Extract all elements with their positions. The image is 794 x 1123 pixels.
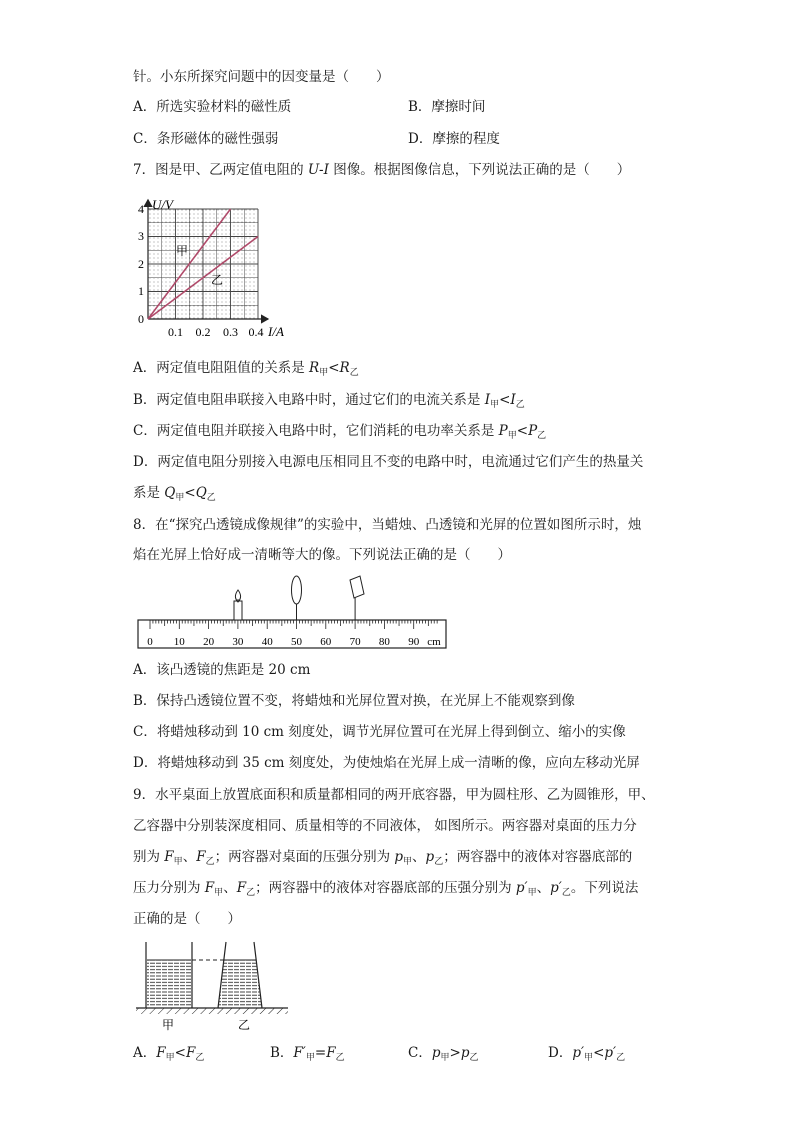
subscript: 乙 — [434, 857, 444, 867]
separator: 、 — [223, 880, 237, 896]
q9-stem-line-2: 乙容器中分别装深度相同、质量相等的不同液体， 如图所示。两容器对桌面的压力分 — [133, 818, 637, 834]
option-text: 该凸透镜的焦距是 20 cm — [156, 662, 311, 678]
q9-option-b[interactable] — [270, 1044, 345, 1067]
option-key: A． — [133, 662, 157, 678]
subscript: 甲 — [584, 1053, 594, 1063]
q9-option-d[interactable] — [548, 1044, 625, 1067]
y-axis-label — [152, 197, 175, 212]
y-tick-label: 4 — [138, 202, 144, 216]
candle-icon — [234, 590, 242, 620]
symbol: Q — [195, 485, 207, 501]
stem-text: 。下列说法 — [570, 880, 639, 896]
symbol: p′ — [572, 1045, 585, 1061]
q9-stem-line-3 — [133, 848, 632, 871]
subscript: 甲 — [305, 1053, 315, 1063]
operator: < — [174, 1045, 186, 1061]
figure-label-yi: 乙 — [238, 1018, 251, 1032]
option-key: B． — [133, 693, 157, 709]
option-key: A． — [133, 1045, 157, 1061]
subscript: 甲 — [490, 400, 500, 410]
operator: < — [593, 1045, 605, 1061]
operator: < — [328, 360, 340, 376]
option-text: 将蜡烛移动到 35 cm 刻度处，为使烛焰在光屏上成一清晰的像，应向左移动光屏 — [157, 755, 640, 771]
subscript: 乙 — [246, 888, 256, 898]
q8-option-a[interactable] — [133, 661, 310, 679]
q7-stem — [133, 161, 630, 179]
subscript: 乙 — [515, 400, 525, 410]
subscript: 乙 — [616, 1053, 626, 1063]
ruler-label: 80 — [378, 636, 390, 648]
q6-stem: 针。小东所探究问题中的因变量是（ ） — [133, 69, 390, 85]
ruler-label: 50 — [291, 636, 302, 648]
stem-text: ；两容器对桌面的压强分别为 — [214, 849, 395, 865]
option-text: 条形磁体的磁性强弱 — [156, 131, 279, 147]
subscript: 甲 — [175, 493, 185, 503]
q8-option-d[interactable] — [133, 754, 640, 772]
subscript: 乙 — [469, 1053, 479, 1063]
symbol: p — [425, 849, 435, 865]
y-tick-label: 0 — [138, 312, 144, 326]
symbol: p′ — [550, 880, 562, 896]
option-text: 保持凸透镜位置不变，将蜡烛和光屏位置对换，在光屏上不能观察到像 — [156, 693, 575, 709]
ruler-label: 10 — [173, 636, 185, 648]
subscript: 乙 — [335, 1053, 345, 1063]
option-key: B． — [133, 392, 157, 408]
q9-stem-line-1: 9．水平桌面上放置底面积和质量都相同的两开底容器，甲为圆柱形、乙为圆锥形，甲、 — [133, 787, 655, 803]
q7-ui-graph — [128, 192, 308, 342]
x-tick-label: 0.4 — [248, 325, 264, 339]
q7-option-d[interactable] — [133, 453, 643, 471]
symbol: Q — [164, 485, 176, 501]
operator: < — [499, 392, 511, 408]
separator: 、 — [182, 849, 197, 865]
option-key: D． — [548, 1045, 573, 1061]
subscript: 乙 — [561, 888, 571, 898]
symbol: p′ — [604, 1045, 617, 1061]
option-text: 两定值电阻阻值的关系是 — [156, 360, 310, 376]
option-key: D． — [408, 131, 433, 147]
stem-text: ；两容器中的液体对容器底部的压强分别为 — [255, 880, 516, 896]
q7-option-b[interactable] — [133, 391, 525, 414]
operator: > — [449, 1045, 461, 1061]
option-key: B． — [270, 1045, 294, 1061]
option-key: C． — [133, 423, 157, 439]
y-axis-label-text: U/V — [152, 197, 173, 212]
x-axis-label: I/A — [268, 324, 284, 339]
subscript: 甲 — [527, 888, 537, 898]
subscript: 乙 — [537, 431, 547, 441]
subscript: 乙 — [195, 1053, 205, 1063]
y-tick-label: 1 — [138, 284, 144, 298]
subscript: 甲 — [440, 1053, 450, 1063]
subscript: 甲 — [173, 857, 183, 867]
q8-stem-line-2: 焰在光屏上恰好成一清晰等大的像。下列说法正确的是（ ） — [133, 547, 511, 563]
symbol: R — [339, 360, 350, 376]
symbol: p — [394, 849, 404, 865]
y-tick-label: 3 — [138, 229, 144, 243]
symbol: p — [460, 1045, 470, 1061]
symbol: F′ — [293, 1045, 306, 1061]
option-key: B． — [408, 99, 432, 115]
ruler-label: 40 — [261, 636, 273, 648]
stem-text: 图像。根据图像信息，下列说法正确的是（ ） — [328, 162, 631, 178]
container-yi — [218, 942, 262, 1008]
q7-option-d-cont — [133, 484, 216, 507]
option-key: D． — [133, 755, 158, 771]
q8-option-b[interactable] — [133, 692, 575, 710]
q7-option-c[interactable] — [133, 422, 546, 445]
ruler-unit: cm — [427, 636, 441, 648]
symbol: P — [528, 423, 538, 439]
ruler-label: 30 — [232, 636, 244, 648]
stem-variable: U-I — [307, 162, 329, 178]
separator: 、 — [412, 849, 426, 865]
operator: < — [516, 423, 529, 439]
x-tick-label: 0.3 — [223, 325, 238, 339]
series-label-jia: 甲 — [176, 244, 189, 258]
x-tick-label: 0.2 — [195, 325, 211, 339]
subscript: 乙 — [206, 493, 216, 503]
q8-stem-line-1: 8．在“探究凸透镜成像规律”的实验中，当蜡烛、凸透镜和光屏的位置如图所示时，烛 — [133, 517, 642, 533]
symbol: I — [510, 392, 516, 408]
q8-optical-bench — [134, 574, 454, 654]
option-key: C． — [133, 724, 157, 740]
q6-option-c[interactable] — [133, 130, 278, 148]
option-text: 两定值电阻分别接入电源电压相同且不变的电路中时，电流通过它们产生的热量关 — [157, 454, 644, 470]
subscript: 甲 — [403, 857, 413, 867]
stem-text: 别为 — [133, 849, 165, 865]
option-text: 所选实验材料的磁性质 — [156, 99, 292, 115]
option-key: C． — [133, 131, 157, 147]
symbol: F — [185, 1045, 196, 1061]
q9-stem-line-5: 正确的是（ ） — [133, 911, 241, 927]
convex-lens-icon — [292, 576, 302, 620]
stem-text: ；两容器中的液体对容器底部的 — [443, 849, 633, 865]
option-text: 摩擦的程度 — [432, 131, 500, 147]
container-jia — [146, 942, 192, 1008]
operator: < — [184, 485, 196, 501]
subscript: 甲 — [214, 888, 224, 898]
symbol: F — [196, 849, 206, 865]
option-key: D． — [133, 454, 158, 470]
ruler-label: 20 — [203, 636, 215, 648]
y-tick-label: 2 — [138, 257, 144, 271]
screen-icon — [350, 576, 364, 620]
stem-text: 7．图是甲、乙两定值电阻的 — [133, 162, 308, 178]
table-hatch — [136, 1008, 288, 1014]
q7-option-a[interactable] — [133, 359, 359, 382]
symbol: F — [236, 880, 247, 896]
symbol: F — [326, 1045, 336, 1061]
q9-option-a[interactable] — [133, 1044, 204, 1067]
q6-option-b[interactable] — [408, 98, 485, 116]
ruler-label: 0 — [147, 636, 153, 648]
option-key: A． — [133, 360, 157, 376]
option-text: 两定值电阻串联接入电路中时，通过它们的电流关系是 — [156, 392, 485, 408]
q9-stem-line-4 — [133, 879, 638, 902]
symbol: p′ — [515, 880, 528, 896]
q6-option-a[interactable] — [133, 98, 291, 116]
subscript: 乙 — [205, 857, 215, 867]
symbol: p — [431, 1045, 441, 1061]
figure-label-jia: 甲 — [162, 1018, 175, 1032]
option-key: C． — [408, 1045, 432, 1061]
separator: 、 — [536, 880, 551, 896]
symbol: F — [204, 880, 215, 896]
ruler-label: 60 — [320, 636, 332, 648]
q8-option-c[interactable] — [133, 723, 626, 741]
q6-option-d[interactable] — [408, 130, 500, 148]
q9-option-c[interactable] — [408, 1044, 479, 1067]
subscript: 甲 — [319, 368, 329, 378]
x-tick-label: 0.1 — [168, 325, 183, 339]
subscript: 乙 — [349, 368, 359, 378]
option-key: A． — [133, 99, 157, 115]
option-text: 两定值电阻并联接入电路中时，它们消耗的电功率关系是 — [156, 423, 499, 439]
option-text: 将蜡烛移动到 10 cm 刻度处，调节光屏位置可在光屏上得到倒立、缩小的实像 — [156, 724, 626, 740]
ruler-label: 70 — [349, 636, 361, 648]
series-label-yi: 乙 — [211, 273, 224, 287]
subscript: 甲 — [165, 1053, 175, 1063]
option-text: 摩擦时间 — [431, 99, 486, 115]
subscript: 甲 — [507, 431, 517, 441]
symbol: P — [498, 423, 508, 439]
stem-text: 压力分别为 — [133, 880, 205, 896]
symbol: F — [164, 849, 174, 865]
q9-containers-figure — [134, 936, 294, 1036]
symbol: F — [156, 1045, 166, 1061]
symbol: I — [484, 392, 491, 408]
ruler-label: 90 — [408, 636, 420, 648]
option-text: 系是 — [133, 485, 165, 501]
symbol: R — [309, 360, 320, 376]
operator: = — [314, 1045, 327, 1061]
